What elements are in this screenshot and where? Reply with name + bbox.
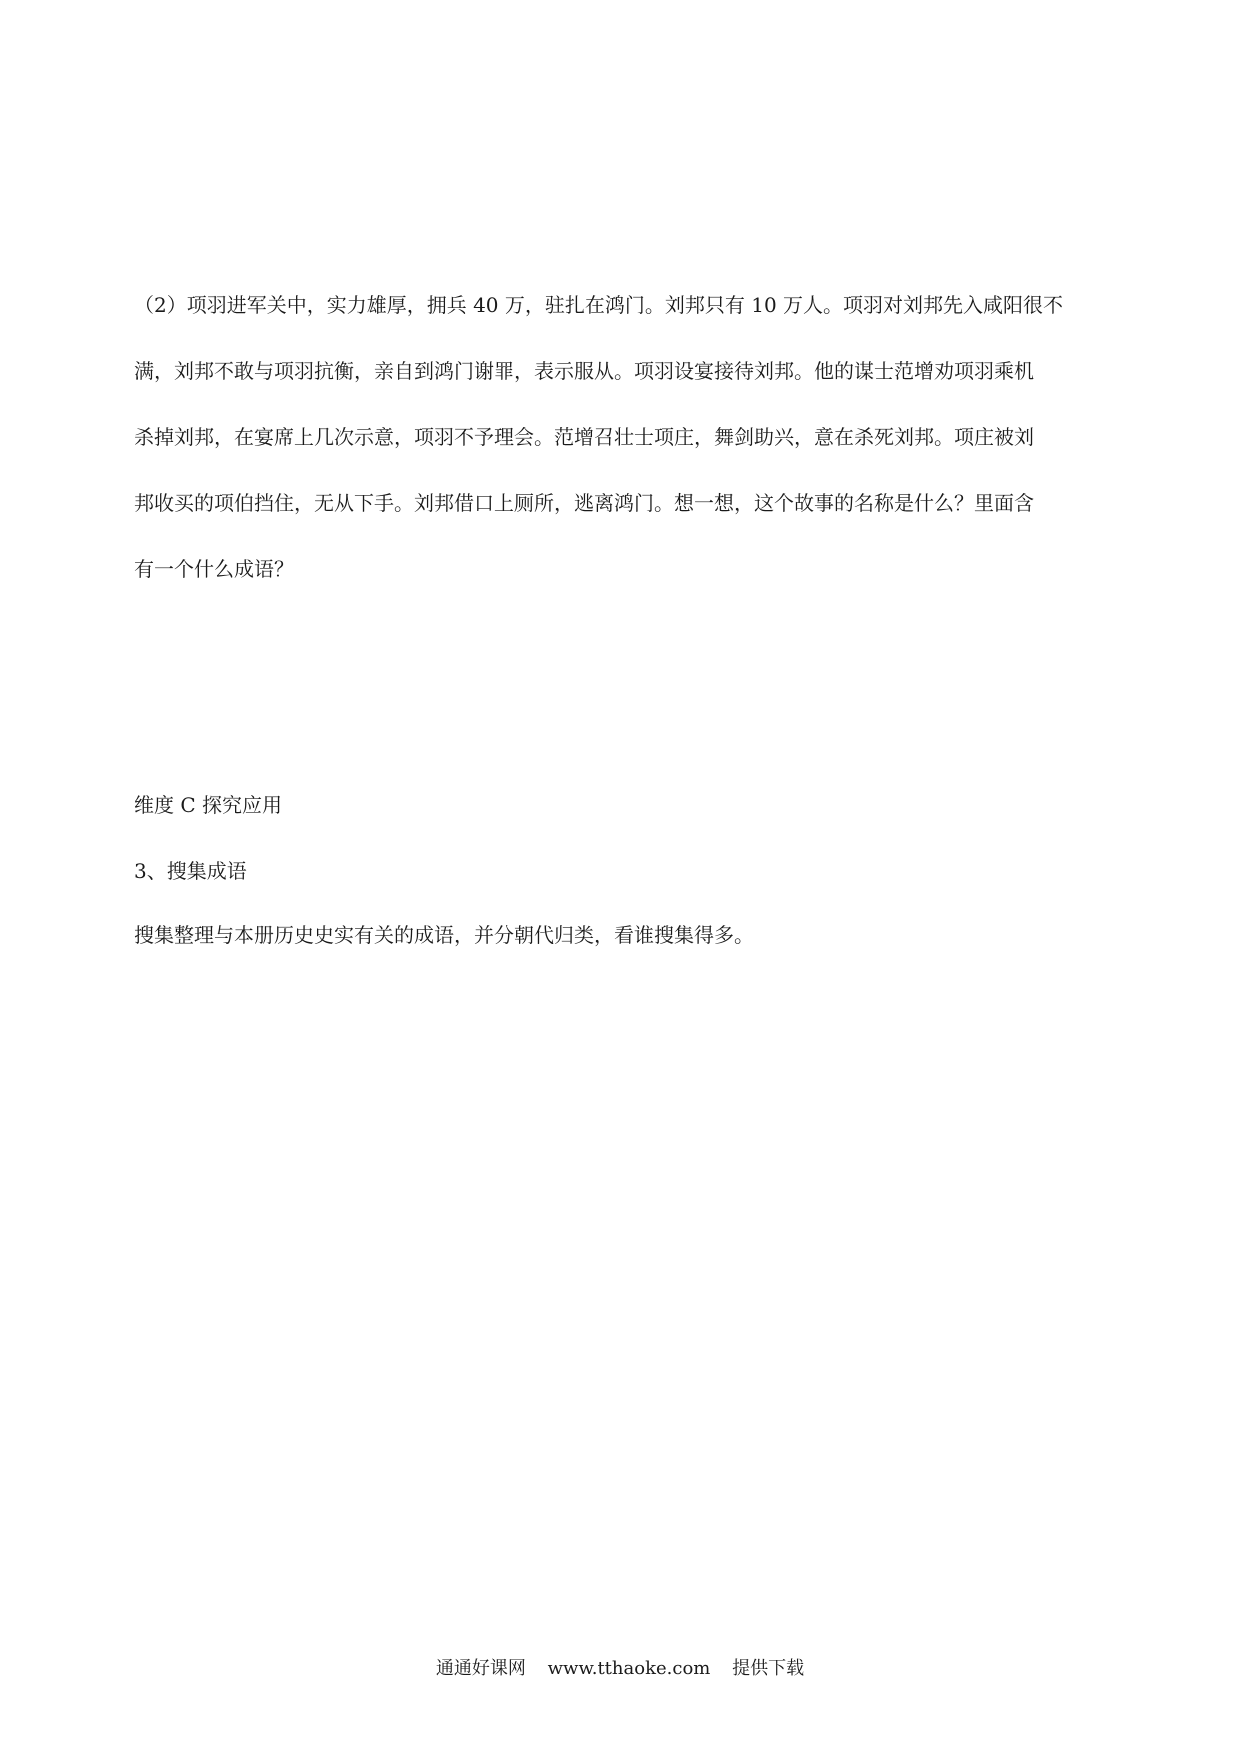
page-footer [0, 1656, 1240, 1682]
question-2-paragraph [134, 272, 1124, 602]
question-3-task: 搜集整理与本册历史史实有关的成语，并分朝代归类，看谁搜集得多。 [134, 923, 754, 947]
question-3-title: 3、搜集成语 [134, 859, 247, 883]
question-2-line: 满，刘邦不敢与项羽抗衡，亲自到鸿门谢罪，表示服从。项羽设宴接待刘邦。他的谋士范增劝项羽乘机 [134, 359, 1034, 383]
footer-note: 提供下载 [732, 1658, 805, 1679]
question-2-line: （2）项羽进军关中，实力雄厚，拥兵 40 万，驻扎在鸿门。刘邦只有 10 万人。项羽对刘邦先入咸阳很不 [134, 293, 1064, 317]
section-c-heading: 维度 C 探究应用 [134, 793, 283, 817]
question-2-line: 有一个什么成语？ [134, 557, 294, 581]
question-2-line: 邦收买的项伯挡住，无从下手。刘邦借口上厕所，逃离鸿门。想一想，这个故事的名称是什么？里面含 [134, 491, 1034, 515]
question-2-line: 杀掉刘邦，在宴席上几次示意，项羽不予理会。范增召壮士项庄，舞剑助兴，意在杀死刘邦。项庄被刘 [134, 425, 1034, 449]
footer-site-name: 通通好课网 [435, 1658, 526, 1679]
footer-url: www.tthaoke.com [547, 1658, 711, 1679]
